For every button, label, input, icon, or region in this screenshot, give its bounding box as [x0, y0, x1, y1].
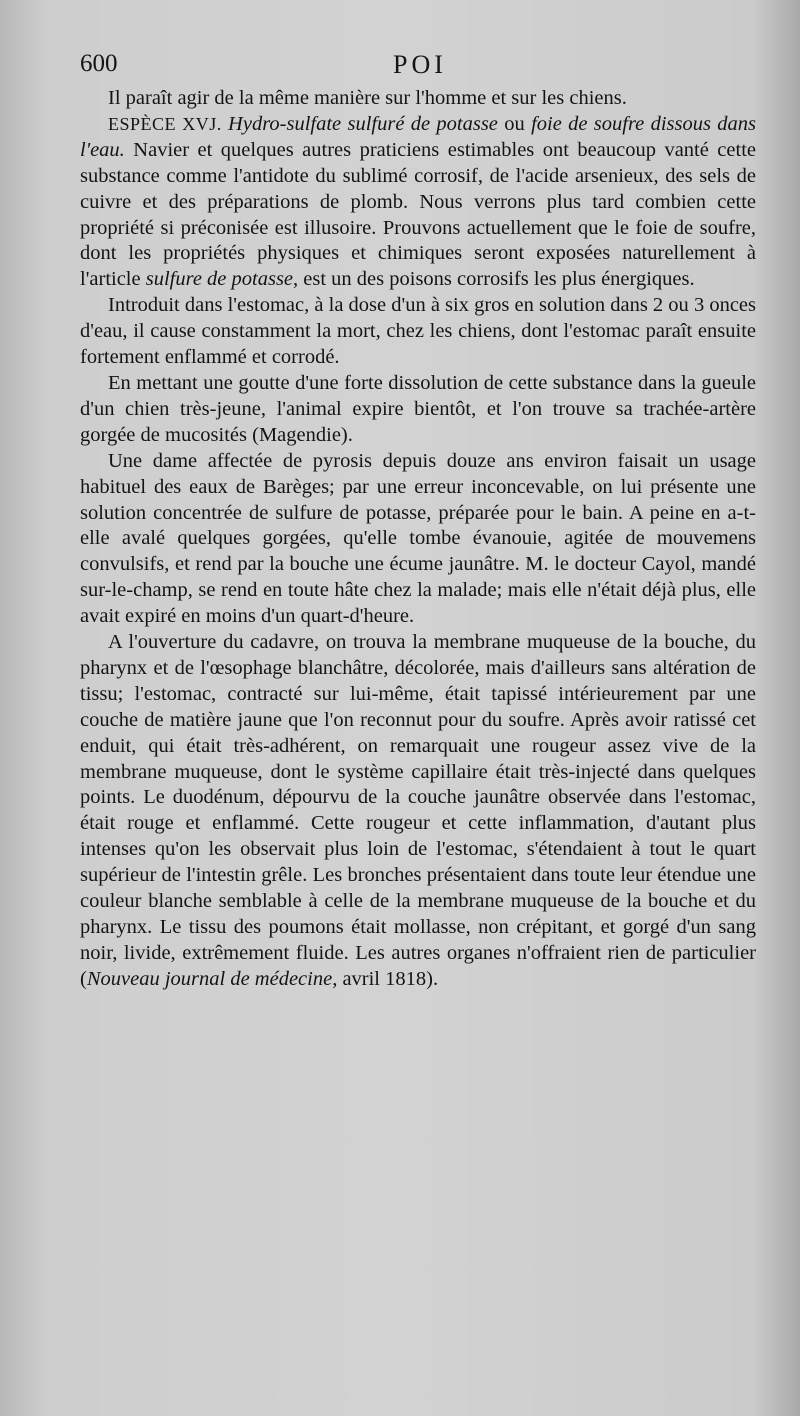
paragraph-text: Il paraît agir de la même manière sur l'homme et sur les chiens. [108, 87, 627, 109]
species-label: ESPÈCE XVJ. [108, 113, 222, 134]
paragraph-text: A l'ouverture du cadavre, on trouva la membrane muqueuse de la bouche, du pharynx et de l'œsophage blanchâtre, décolorée, mais d'ailleurs sans altération de tissu; l'estomac, contracté sur lui-même, était tapissé intérieurement par une couche de matière jaune que l'on reconnut pour du soufre. Après avoir ratissé cet enduit, qui était très-adhérent, on remarquait une rougeur assez vive de la membrane muqueuse, dont le système capillaire était très-injecté dans quelques points. Le duodénum, dépourvu de la couche jaunâtre observée dans l'estomac, était rouge et enflammé. Cette rougeur et cette inflammation, d'autant plus intenses qu'on les observait plus loin de l'estomac, s'étendaient à tout le quart supérieur de l'intestin grêle. Les bronches présentaient dans toute leur étendue une couleur blanche semblable à celle de la membrane muqueuse de la bouche et du pharynx. Le tissu des poumons était mollasse, non crépitant, et gorgé d'un sang noir, livide, extrêmement fluide. Les autres organes n'offraient rien de particulier ( [80, 631, 756, 990]
species-title: Hydro-sulfate sulfuré de potasse [228, 112, 498, 135]
species-title-alt: foie de soufre dissous dans l'eau. [80, 112, 757, 161]
paragraph-experiment [80, 371, 756, 449]
paragraph-autopsy [80, 630, 756, 993]
citation-journal: Nouveau journal de médecine [86, 967, 333, 990]
species-title-connector: ou [497, 112, 532, 135]
body-text [80, 86, 756, 993]
paragraph-text: En mettant une goutte d'une forte dissolution de cette substance dans la gueule d'un chien très-jeune, l'animal expire bientôt, et l'on trouve sa trachée-artère gorgée de mucosités (Magendie). [80, 371, 756, 446]
paragraph-intro [80, 86, 756, 112]
paragraph-text: , avril 1818). [332, 967, 439, 990]
article-reference: sulfure de potasse [145, 268, 294, 291]
running-head: POI [393, 50, 447, 79]
paragraph-text: Introduit dans l'estomac, à la dose d'un à six gros en solution dans 2 ou 3 onces d'eau, il cause constamment la mort, chez les chiens, dont l'estomac paraît ensuite fortement enflammé et corrodé. [80, 294, 756, 369]
paragraph-text: Navier et quelques autres praticiens estimables ont beaucoup vanté cette substance comme l'antidote du sublimé corrosif, de l'acide arsenieux, des sels de cuivre et des préparations de plomb. Nous verrons plus tard combien cette propriété si préconisée est illusoire. Prouvons actuellement que le foie de soufre, dont les propriétés physiques et chimiques seront exposées naturellement à l'article [80, 138, 756, 291]
paragraph-case [80, 449, 756, 630]
paragraph-text: , est un des poisons corrosifs les plus énergiques. [293, 268, 695, 291]
paragraph-dose [80, 293, 756, 371]
paragraph-species-heading [80, 112, 756, 293]
page-header [80, 50, 760, 84]
page-number: 600 [80, 50, 118, 77]
paragraph-text: Une dame affectée de pyrosis depuis douze ans environ faisait un usage habituel des eaux de Barèges; par une erreur inconcevable, on lui présente une solution concentrée de sulfure de potasse, préparée pour le bain. A peine en a-t-elle avalé quelques gorgées, qu'elle tombe évanouie, agitée de mouvemens convulsifs, et rend par la bouche une écume jaunâtre. M. le docteur Cayol, mandé sur-le-champ, se rend en toute hâte chez la malade; mais elle n'était déjà plus, elle avait expiré en moins d'un quart-d'heure. [80, 449, 756, 628]
